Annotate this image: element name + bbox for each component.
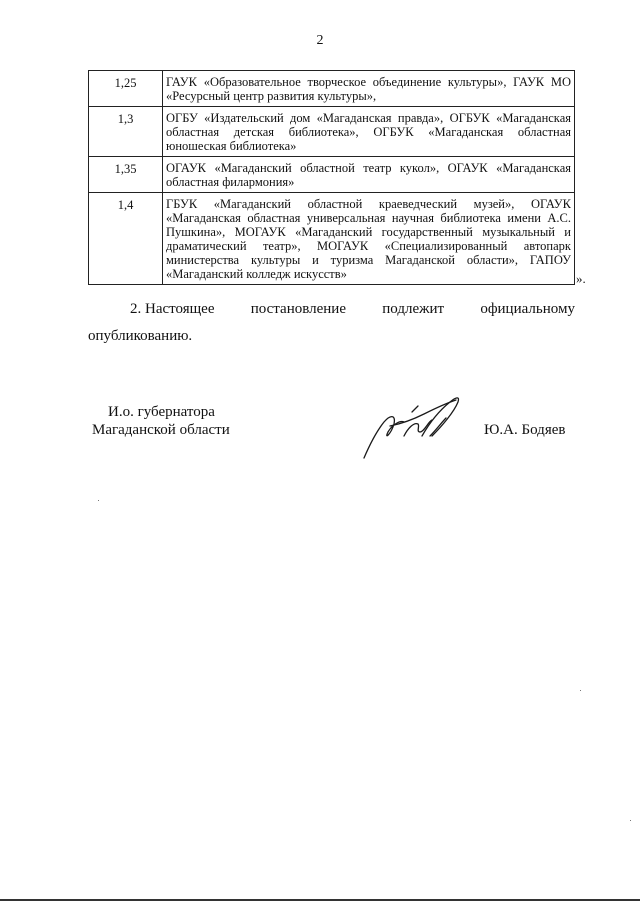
coefficient-cell: 1,3 [89,107,163,157]
signer-title-line1: И.о. губернатора [108,404,215,420]
handwritten-signature [360,392,470,462]
closing-quote: ». [576,271,586,286]
scan-speck [580,690,581,691]
scan-speck [630,820,631,821]
clause-word: постановление [250,301,346,317]
table-row [89,193,575,285]
clause-word: подлежит [382,301,445,317]
publication-clause-line2: опубликованию. [88,328,193,344]
page-number: 2 [316,33,324,48]
scan-speck [98,500,99,501]
table-row [89,157,575,193]
scan-bottom-edge [0,899,640,901]
table-row [89,107,575,157]
clause-word: 2. Настоящее [130,301,215,317]
signer-title-line2: Магаданской области [92,422,230,438]
organizations-cell: ГБУК «Магаданский областной краеведческий музей», ОГАУК «Магаданская областная универсальная научная библиотека имени А.С. Пушкина», МОГАУК «Магаданский государственный музыкальный и драматический театр», МОГАУК «Специализированный автопарк министерства культуры и туризма Магаданской области», ГАПОУ «Магаданский колледж искусств» [163,193,575,285]
coefficient-cell: 1,25 [89,71,163,107]
coefficient-cell: 1,35 [89,157,163,193]
table-row [89,71,575,107]
coefficient-table [88,70,575,285]
signer-name: Ю.А. Бодяев [484,422,566,438]
organizations-cell: ОГАУК «Магаданский областной театр кукол», ОГАУК «Магаданская областная филармония» [163,157,575,193]
organizations-cell: ОГБУ «Издательский дом «Магаданская правда», ОГБУК «Магаданская областная детская библиотека», ОГБУК «Магаданская областная юношеская библиотека» [163,107,575,157]
organizations-cell: ГАУК «Образовательное творческое объединение культуры», ГАУК МО «Ресурсный центр развития культуры», [163,71,575,107]
coefficient-cell: 1,4 [89,193,163,285]
publication-clause-line1 [88,300,575,318]
clause-word: официальному [480,301,575,317]
